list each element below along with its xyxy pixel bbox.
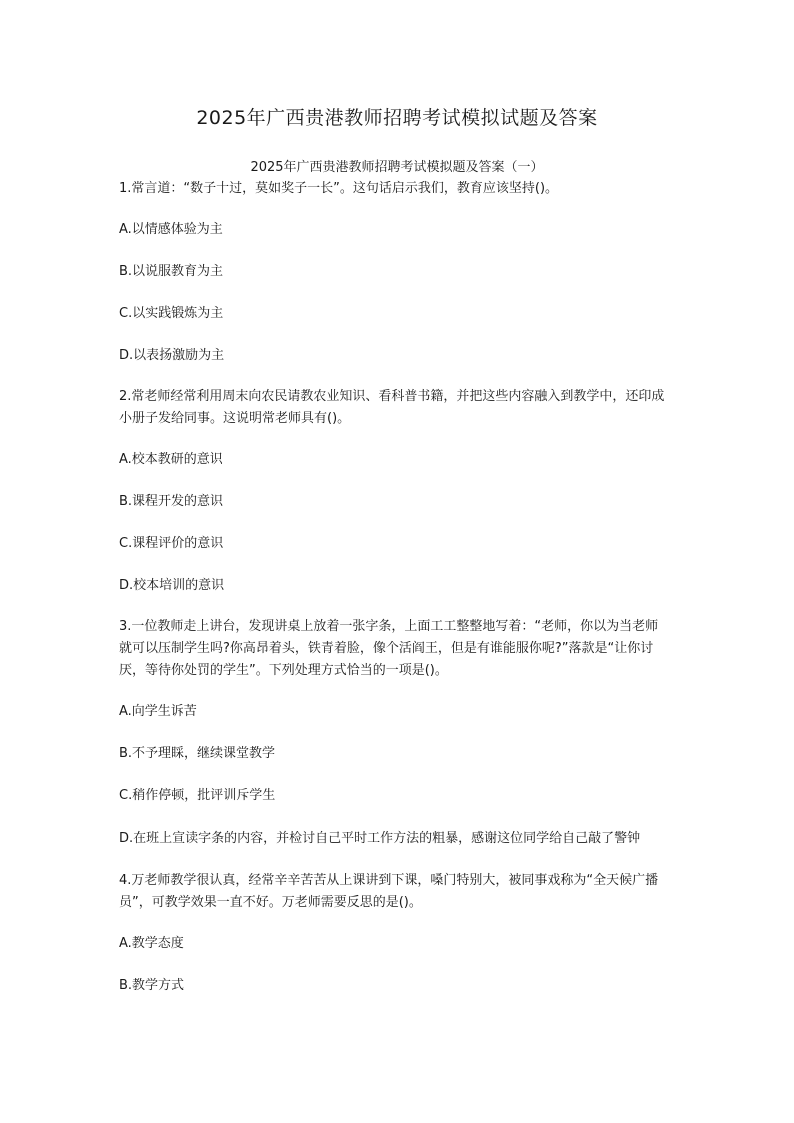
question-1-option-d: D.以表扬激励为主 bbox=[119, 348, 225, 363]
question-1-text: 1.常言道：“数子十过，莫如奖子一长”。这句话启示我们，教育应该坚持()。 bbox=[119, 181, 559, 196]
question-1-option-a: A.以情感体验为主 bbox=[119, 222, 223, 237]
question-list bbox=[119, 178, 669, 996]
question-3-option-a: A.向学生诉苦 bbox=[119, 704, 197, 719]
question-3-option-d: D.在班上宣读字条的内容，并检讨自己平时工作方法的粗暴，感谢这位同学给自己敲了警钟 bbox=[119, 831, 641, 846]
question-2-text: 2.常老师经常利用周末向农民请教农业知识、看科普书籍，并把这些内容融入到教学中，还印成小册子发给同事。这说明常老师具有()。 bbox=[119, 389, 665, 426]
question-2-option-a: A.校本教研的意识 bbox=[119, 452, 223, 467]
question-1-option-c: C.以实践锻炼为主 bbox=[119, 306, 224, 321]
question-2-option-d: D.校本培训的意识 bbox=[119, 578, 225, 593]
question-3-option-c: C.稍作停顿，批评训斥学生 bbox=[119, 788, 276, 803]
question-1-option-b: B.以说服教育为主 bbox=[119, 264, 224, 279]
question-4-option-b: B.教学方式 bbox=[119, 978, 185, 993]
section-title: 2025年广西贵港教师招聘考试模拟题及答案（一） bbox=[250, 160, 544, 175]
question-2-option-c: C.课程评价的意识 bbox=[119, 536, 224, 551]
question-3-text: 3.一位教师走上讲台，发现讲桌上放着一张字条，上面工工整整地写着：“老师，你以为当老师就可以压制学生吗?你高昂着头，铁青着脸，像个活阎王，但是有谁能服你呢?”落款是“让你讨厌，等待你处罚的学生”。下列处理方式恰当的一项是()。 bbox=[119, 619, 659, 678]
document-title: 2025年广西贵港教师招聘考试模拟试题及答案 bbox=[196, 107, 598, 129]
question-4-option-a: A.教学态度 bbox=[119, 936, 184, 951]
question-2-option-b: B.课程开发的意识 bbox=[119, 494, 224, 509]
question-3-option-b: B.不予理睬，继续课堂教学 bbox=[119, 746, 276, 761]
question-4-text: 4.万老师教学很认真，经常辛辛苦苦从上课讲到下课，嗓门特别大，被同事戏称为“全天候广播员”，可教学效果一直不好。万老师需要反思的是()。 bbox=[119, 873, 659, 910]
